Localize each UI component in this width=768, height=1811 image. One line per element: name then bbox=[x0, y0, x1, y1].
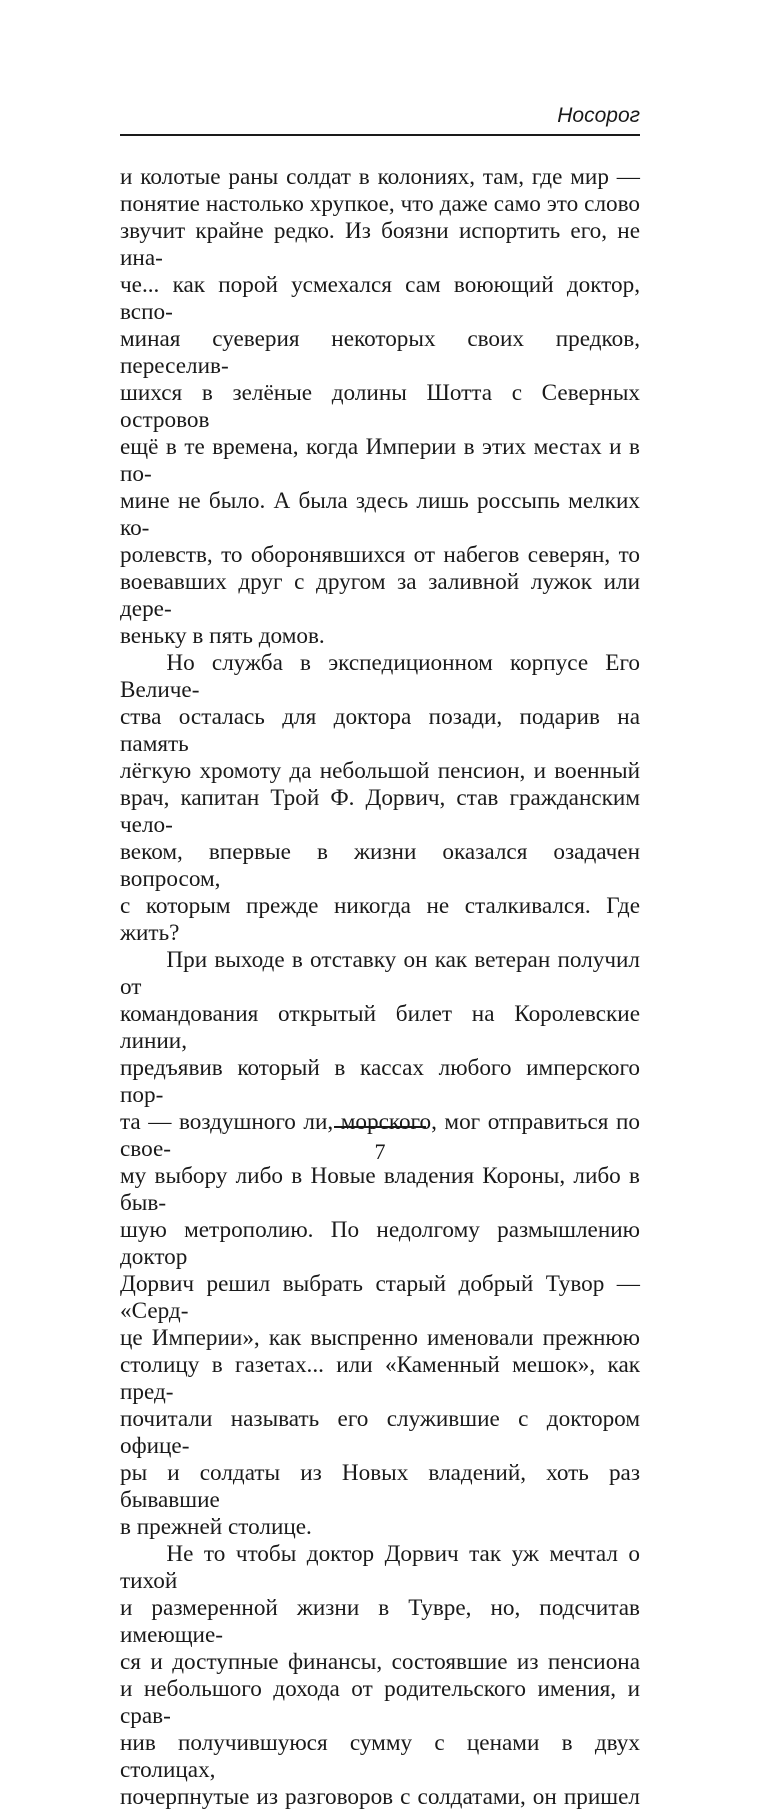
text-line: му выбору либо в Новые владения Короны, либо в быв- bbox=[120, 1163, 640, 1216]
text-line: почитали называть его служившие с доктором офице- bbox=[120, 1406, 640, 1459]
footer-rule bbox=[334, 1126, 426, 1128]
text-line: и колотые раны солдат в колониях, там, где мир — bbox=[120, 164, 640, 190]
text-line: Не то чтобы доктор Дорвич так уж мечтал о тихой bbox=[120, 1541, 640, 1594]
text-line: та — воздушного ли, морского, мог отправиться по свое- bbox=[120, 1109, 640, 1162]
text-line: шихся в зелёные долины Шотта с Северных островов bbox=[120, 380, 640, 433]
text-line: лёгкую хромоту да небольшой пенсион, и военный bbox=[120, 758, 640, 784]
text-line: ся и доступные финансы, состоявшие из пенсиона bbox=[120, 1649, 640, 1675]
text-line: предъявив который в кассах любого имперского пор- bbox=[120, 1055, 640, 1108]
text-line: ролевств, то оборонявшихся от набегов северян, то bbox=[120, 542, 640, 568]
page-number: 7 bbox=[374, 1139, 386, 1164]
text-line: Но служба в экспедиционном корпусе Его Величе- bbox=[120, 650, 640, 703]
text-line: и размеренной жизни в Тувре, но, подсчитав имеющие- bbox=[120, 1595, 640, 1648]
running-title: Носорог bbox=[557, 104, 640, 127]
text-line: врач, капитан Трой Ф. Дорвич, став гражданским чело- bbox=[120, 785, 640, 838]
text-line: в прежней столице. bbox=[120, 1514, 312, 1540]
text-line: це Империи», как выспренно именовали прежнюю bbox=[120, 1325, 640, 1351]
text-line: звучит крайне редко. Из боязни испортить его, не ина- bbox=[120, 218, 640, 271]
text-line: командования открытый билет на Королевские линии, bbox=[120, 1001, 640, 1054]
text-line: ры и солдаты из Новых владений, хоть раз бывавшие bbox=[120, 1460, 640, 1513]
text-line: При выходе в отставку он как ветеран получил от bbox=[120, 947, 640, 1000]
text-line: шую метрополию. По недолгому размышлению доктор bbox=[120, 1217, 640, 1270]
text-line: веньку в пять домов. bbox=[120, 623, 325, 649]
text-line: ства осталась для доктора позади, подарив на память bbox=[120, 704, 640, 757]
running-header bbox=[120, 98, 640, 136]
page-footer bbox=[120, 1126, 640, 1164]
text-line: Дорвич решил выбрать старый добрый Тувор — «Серд- bbox=[120, 1271, 640, 1324]
text-line: столицу в газетах... или «Каменный мешок», как пред- bbox=[120, 1352, 640, 1405]
text-line: че... как порой усмехался сам воюющий доктор, вспо- bbox=[120, 272, 640, 325]
text-line: веком, впервые в жизни оказался озадачен вопросом, bbox=[120, 839, 640, 892]
text-line: воевавших друг с другом за заливной лужок или дере- bbox=[120, 569, 640, 622]
text-line: понятие настолько хрупкое, что даже само это слово bbox=[120, 191, 640, 217]
text-line: с которым прежде никогда не сталкивался. Где жить? bbox=[120, 893, 640, 946]
text-line: и небольшого дохода от родительского имения, и срав- bbox=[120, 1676, 640, 1729]
text-line: нив получившуюся сумму с ценами в двух столицах, bbox=[120, 1730, 640, 1783]
body-text bbox=[120, 164, 640, 1811]
text-line: почерпнутые из разговоров с солдатами, он пришел bbox=[120, 1784, 640, 1810]
text-line: мине не было. А была здесь лишь россыпь мелких ко- bbox=[120, 488, 640, 541]
text-line: миная суеверия некоторых своих предков, переселив- bbox=[120, 326, 640, 379]
text-line: ещё в те времена, когда Империи в этих местах и в по- bbox=[120, 434, 640, 487]
